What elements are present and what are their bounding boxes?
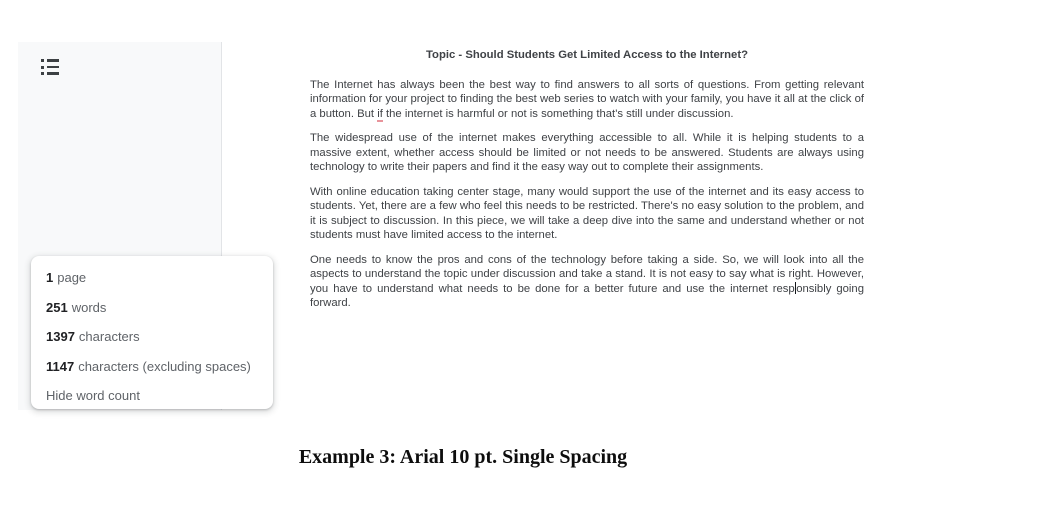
hide-word-count-link[interactable]: Hide word count bbox=[46, 388, 140, 404]
word-count-words bbox=[46, 293, 273, 323]
outline-icon-dot bbox=[41, 66, 44, 69]
paragraph-1[interactable] bbox=[310, 78, 864, 122]
outline-icon-row bbox=[41, 66, 59, 69]
word-count-characters-no-spaces-label: characters (excluding spaces) bbox=[78, 358, 251, 374]
paragraph-2[interactable]: The widespread use of the internet makes everything accessible to all. While it is helping students to a massive extent, whether access should be limited or not needs to be answered. Students are always using technology to write their papers and find it the easy way out to complete their assignments. bbox=[310, 132, 864, 173]
paragraph-1-text: The Internet has always been the best way to find answers to all sorts of questions. From getting relevant information for your project to finding the best web series to watch with your family, you have it all at the click of a button. But bbox=[310, 78, 864, 120]
word-count-characters-value: 1397 bbox=[46, 329, 75, 345]
paragraph-1-text: the internet is harmful or not is something that's still under discussion. bbox=[382, 107, 734, 120]
word-count-pages-value: 1 bbox=[46, 270, 54, 286]
paragraph-4-text: onsibly going forward. bbox=[310, 282, 864, 309]
outline-icon-row bbox=[41, 59, 59, 62]
word-count-characters-no-spaces bbox=[46, 352, 273, 382]
outline-icon-dot bbox=[41, 59, 44, 62]
word-count-pages bbox=[46, 263, 273, 293]
paragraph-3[interactable]: With online education taking center stage, many would support the use of the internet and its easy access to students. Yet, there are a few who feel this needs to be restricted. There's no easy solution to the problem, and it is subject to discussion. In this piece, we will take a deep dive into the same and understand whether or not students must have limited access to the internet. bbox=[310, 185, 864, 241]
outline-icon-bar bbox=[47, 72, 59, 75]
misspelled-word[interactable]: if bbox=[377, 107, 383, 120]
word-count-popup bbox=[31, 256, 273, 409]
word-count-pages-label: page bbox=[57, 270, 87, 286]
document-title[interactable]: Topic - Should Students Get Limited Access to the Internet? bbox=[426, 49, 748, 61]
outline-icon-row bbox=[41, 72, 59, 75]
word-count-words-value: 251 bbox=[46, 299, 68, 315]
paragraph-4[interactable] bbox=[310, 253, 864, 311]
figure-caption: Example 3: Arial 10 pt. Single Spacing bbox=[298, 446, 628, 468]
outline-icon-dot bbox=[41, 72, 44, 75]
outline-icon-bar bbox=[47, 59, 59, 62]
paragraph-4-text: One needs to know the pros and cons of the technology before taking a side. So, we will look into all the aspects to understand the topic under discussion and take a stand. It is not easy to say what is right. However, you have to understand what needs to be done for a better future and use the internet resp bbox=[310, 253, 864, 295]
word-count-words-label: words bbox=[71, 299, 107, 315]
document-outline-icon[interactable] bbox=[41, 59, 59, 75]
word-count-characters bbox=[46, 322, 273, 352]
word-count-characters-no-spaces-value: 1147 bbox=[46, 358, 75, 374]
document-page[interactable] bbox=[310, 48, 864, 321]
outline-icon-bar bbox=[47, 66, 59, 69]
word-count-characters-label: characters bbox=[78, 329, 140, 345]
